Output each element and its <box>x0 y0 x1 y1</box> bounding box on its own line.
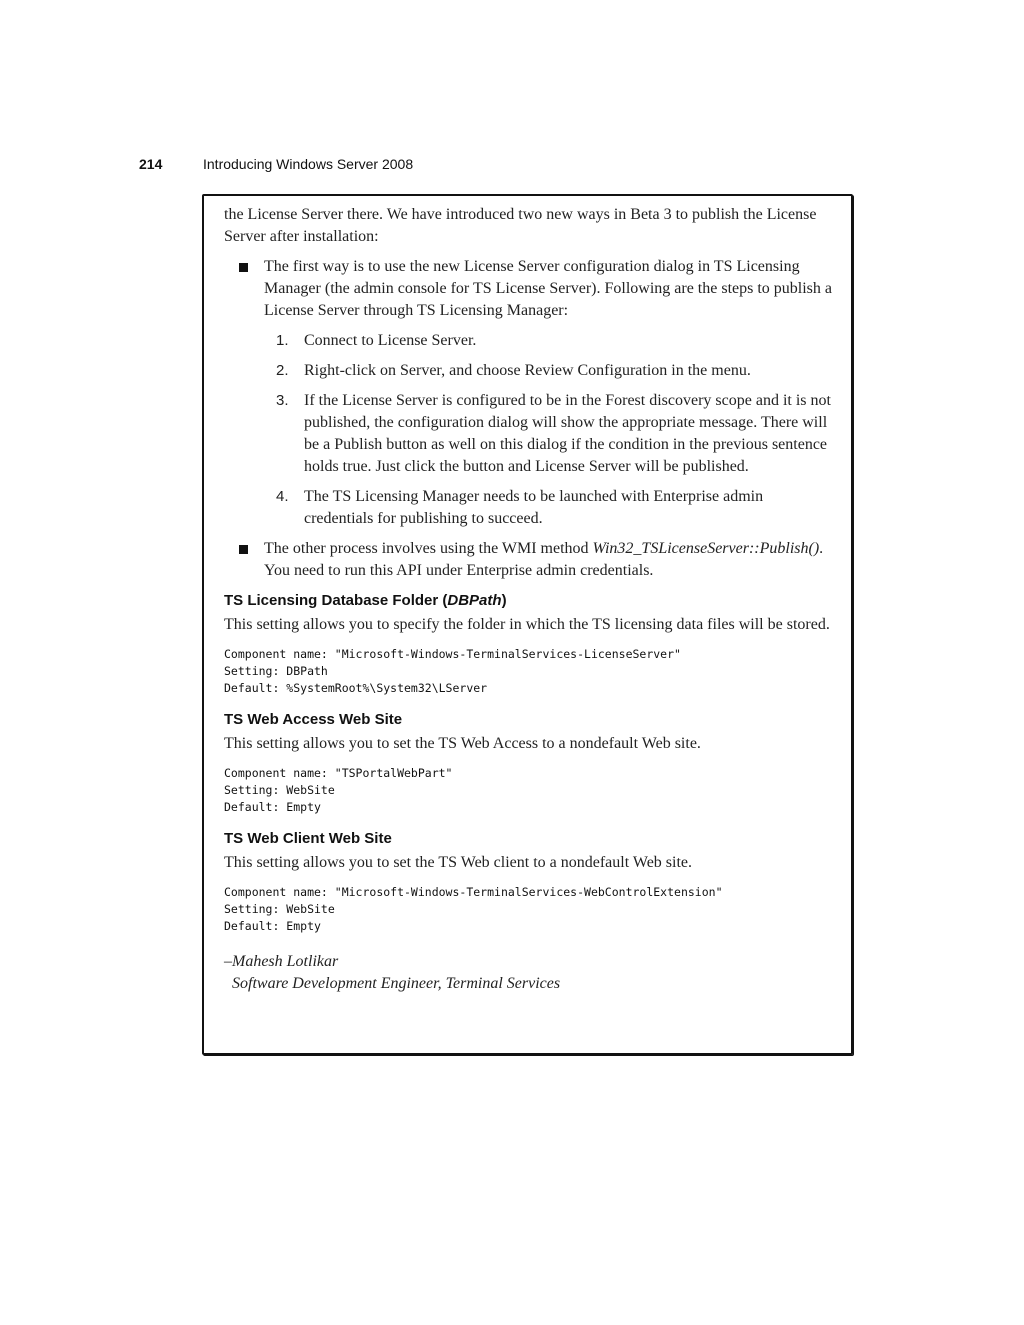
intro-paragraph: the License Server there. We have introduced two new ways in Beta 3 to publish the License Server after installation: <box>224 206 817 245</box>
step-text: If the License Server is configured to be in the Forest discovery scope and it is not published, the configuration dialog will show the appropriate message. There will be a Publish button as well on this dialog if the condition in the previous sentence holds true. Just click the button and License Server will be published. <box>304 392 831 475</box>
step-number: 3. <box>276 392 289 409</box>
section-body: This setting allows you to set the TS Web Access to a nondefault Web site. <box>224 735 701 752</box>
section-heading-web-access: TS Web Access Web Site <box>224 711 403 728</box>
step-text: Right-click on Server, and choose Review Configuration in the menu. <box>304 362 751 379</box>
section-heading-dbpath: TS Licensing Database Folder (DBPath) <box>224 592 507 609</box>
steps-list <box>224 330 836 530</box>
code-block: Component name: "Microsoft-Windows-TerminalServices-LicenseServer" Setting: DBPath Default: %SystemRoot%\System32\LServer <box>224 647 681 695</box>
section-heading-web-client: TS Web Client Web Site <box>224 830 392 847</box>
list-item <box>224 390 836 478</box>
step-text: The TS Licensing Manager needs to be launched with Enterprise admin credentials for publishing to succeed. <box>304 488 764 527</box>
bullet-text: The first way is to use the new License Server configuration dialog in TS Licensing Manager (the admin console for TS License Server). Following are the steps to publish a License Server through TS Licensing Manager: <box>264 258 833 319</box>
author-title: Software Development Engineer, Terminal Services <box>232 975 561 992</box>
sidebar-box <box>202 194 853 1055</box>
page-number: 214 <box>139 156 163 172</box>
bullet-item-1 <box>224 256 836 322</box>
section-body: This setting allows you to set the TS Web client to a nondefault Web site. <box>224 854 693 871</box>
running-header <box>139 156 413 172</box>
step-number: 2. <box>276 362 289 379</box>
step-number: 1. <box>276 332 289 349</box>
signature <box>224 951 836 995</box>
list-item <box>224 330 836 352</box>
step-text: Connect to License Server. <box>304 332 477 349</box>
code-block: Component name: "Microsoft-Windows-TerminalServices-WebControlExtension" Setting: WebSite Default: Empty <box>224 885 723 933</box>
sidebar-content <box>224 204 836 995</box>
square-bullet-icon <box>239 263 248 272</box>
book-title: Introducing Windows Server 2008 <box>203 156 414 172</box>
square-bullet-icon <box>239 545 248 554</box>
bullet-text: The other process involves using the WMI method Win32_TSLicenseServer::Publish(). You need to run this API under Enterprise admin credentials. <box>264 540 824 579</box>
author-name: –Mahesh Lotlikar <box>224 953 339 970</box>
list-item <box>224 486 836 530</box>
section-body: This setting allows you to specify the folder in which the TS licensing data files will be stored. <box>224 616 830 633</box>
bullet-item-2 <box>224 538 836 582</box>
code-block: Component name: "TSPortalWebPart" Setting: WebSite Default: Empty <box>224 766 453 814</box>
wmi-method: Win32_TSLicenseServer::Publish() <box>592 540 820 557</box>
step-number: 4. <box>276 488 289 505</box>
list-item <box>224 360 836 382</box>
